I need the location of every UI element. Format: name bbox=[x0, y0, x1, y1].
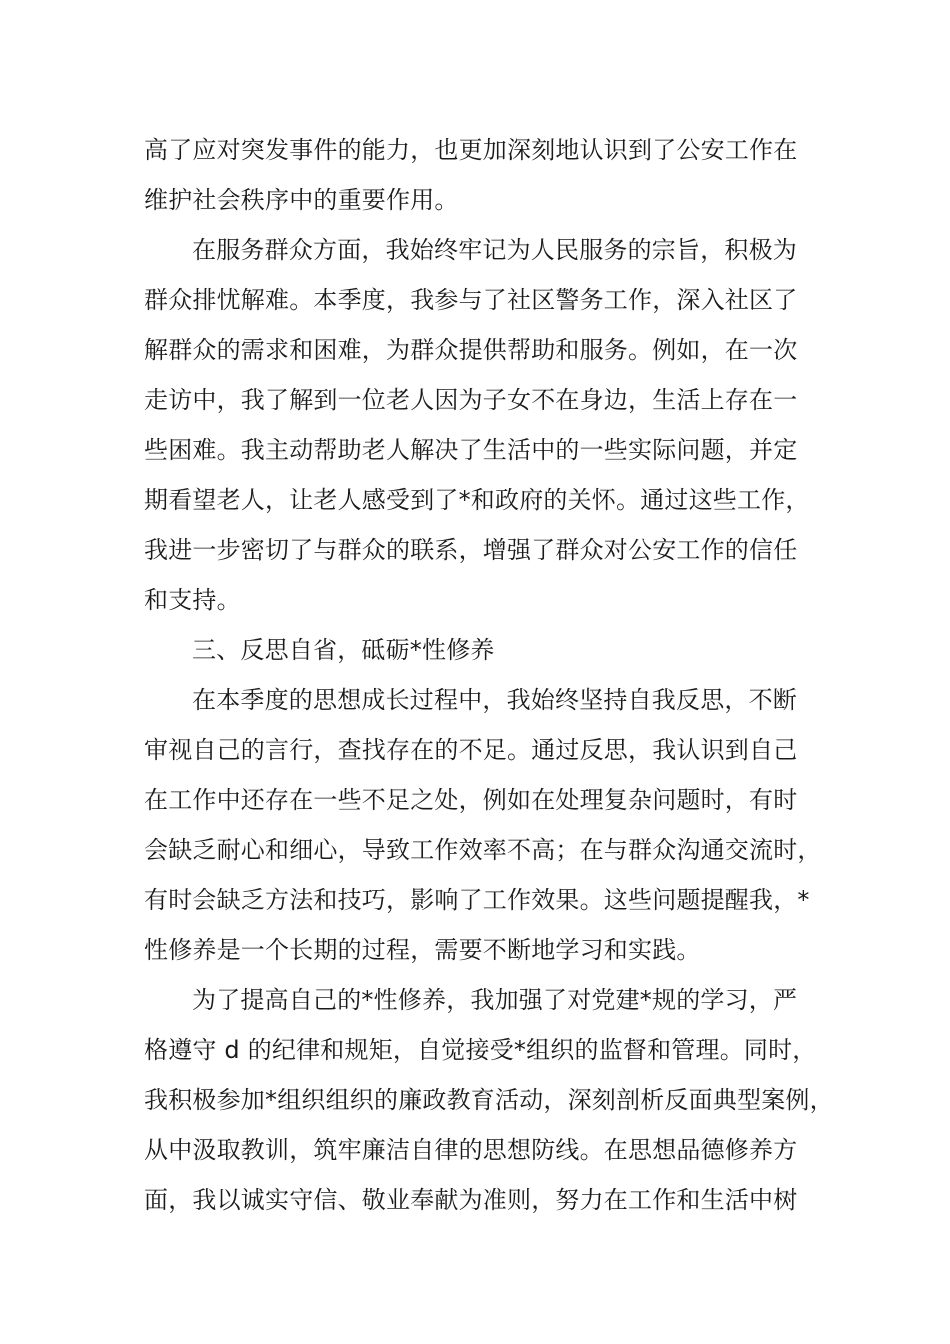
text-line-content: 在本季度的思想成长过程中，我始终坚持自我反思，不断 bbox=[192, 686, 797, 714]
text-line bbox=[0, 525, 950, 575]
paragraph-first-line bbox=[0, 675, 950, 725]
text-line bbox=[0, 825, 950, 875]
text-line bbox=[0, 475, 950, 525]
text-line-content: 高了应对突发事件的能力，也更加深刻地认识到了公安工作在 bbox=[144, 136, 798, 164]
text-line-content: 我积极参加*组织组织的廉政教育活动，深刻剖析反面典型案例， bbox=[144, 1086, 834, 1114]
paragraph-first-line bbox=[0, 975, 950, 1025]
text-line-content: 有时会缺乏方法和技巧，影响了工作效果。这些问题提醒我，* bbox=[144, 886, 810, 914]
text-line-content: 和支持。 bbox=[144, 586, 241, 614]
text-line bbox=[0, 1075, 950, 1125]
text-line bbox=[0, 125, 950, 175]
text-line bbox=[0, 1125, 950, 1175]
text-line bbox=[0, 425, 950, 475]
text-line-content: 些困难。我主动帮助老人解决了生活中的一些实际问题，并定 bbox=[144, 436, 798, 464]
text-line-content: 会缺乏耐心和细心，导致工作效率不高；在与群众沟通交流时， bbox=[144, 836, 822, 864]
text-line-content: 性修养是一个长期的过程，需要不断地学习和实践。 bbox=[144, 936, 701, 964]
text-line-content: 从中汲取教训，筑牢廉洁自律的思想防线。在思想品德修养方 bbox=[144, 1136, 798, 1164]
section-heading bbox=[0, 625, 950, 675]
text-line-content: 在服务群众方面，我始终牢记为人民服务的宗旨，积极为 bbox=[192, 236, 797, 264]
paragraph-first-line bbox=[0, 225, 950, 275]
text-line bbox=[0, 275, 950, 325]
text-line-content: 我进一步密切了与群众的联系，增强了群众对公安工作的信任 bbox=[144, 536, 798, 564]
text-line bbox=[0, 175, 950, 225]
text-line-content: 群众排忧解难。本季度，我参与了社区警务工作，深入社区了 bbox=[144, 286, 798, 314]
text-line-content: 为了提高自己的*性修养，我加强了对党建*规的学习，严 bbox=[192, 986, 798, 1014]
text-line-content: 审视自己的言行，查找存在的不足。通过反思，我认识到自己 bbox=[144, 736, 798, 764]
section-heading-text: 三、反思自省，砥砺*性修养 bbox=[192, 636, 495, 664]
text-line bbox=[0, 725, 950, 775]
text-line-content: 期看望老人，让老人感受到了*和政府的关怀。通过这些工作， bbox=[144, 486, 810, 514]
text-line bbox=[0, 1175, 950, 1225]
text-line-content: 面，我以诚实守信、敬业奉献为准则，努力在工作和生活中树 bbox=[144, 1186, 798, 1214]
text-line bbox=[0, 375, 950, 425]
text-line-content: 维护社会秩序中的重要作用。 bbox=[144, 186, 459, 214]
text-line-content: 格遵守 d 的纪律和规矩，自觉接受*组织的监督和管理。同时， bbox=[144, 1036, 817, 1064]
text-line-content: 走访中，我了解到一位老人因为子女不在身边，生活上存在一 bbox=[144, 386, 798, 414]
text-line bbox=[0, 1025, 950, 1075]
text-line bbox=[0, 325, 950, 375]
text-line-content: 在工作中还存在一些不足之处，例如在处理复杂问题时，有时 bbox=[144, 786, 798, 814]
text-line bbox=[0, 875, 950, 925]
text-line bbox=[0, 925, 950, 975]
text-line bbox=[0, 775, 950, 825]
text-line-content: 解群众的需求和困难，为群众提供帮助和服务。例如，在一次 bbox=[144, 336, 798, 364]
text-line bbox=[0, 575, 950, 625]
